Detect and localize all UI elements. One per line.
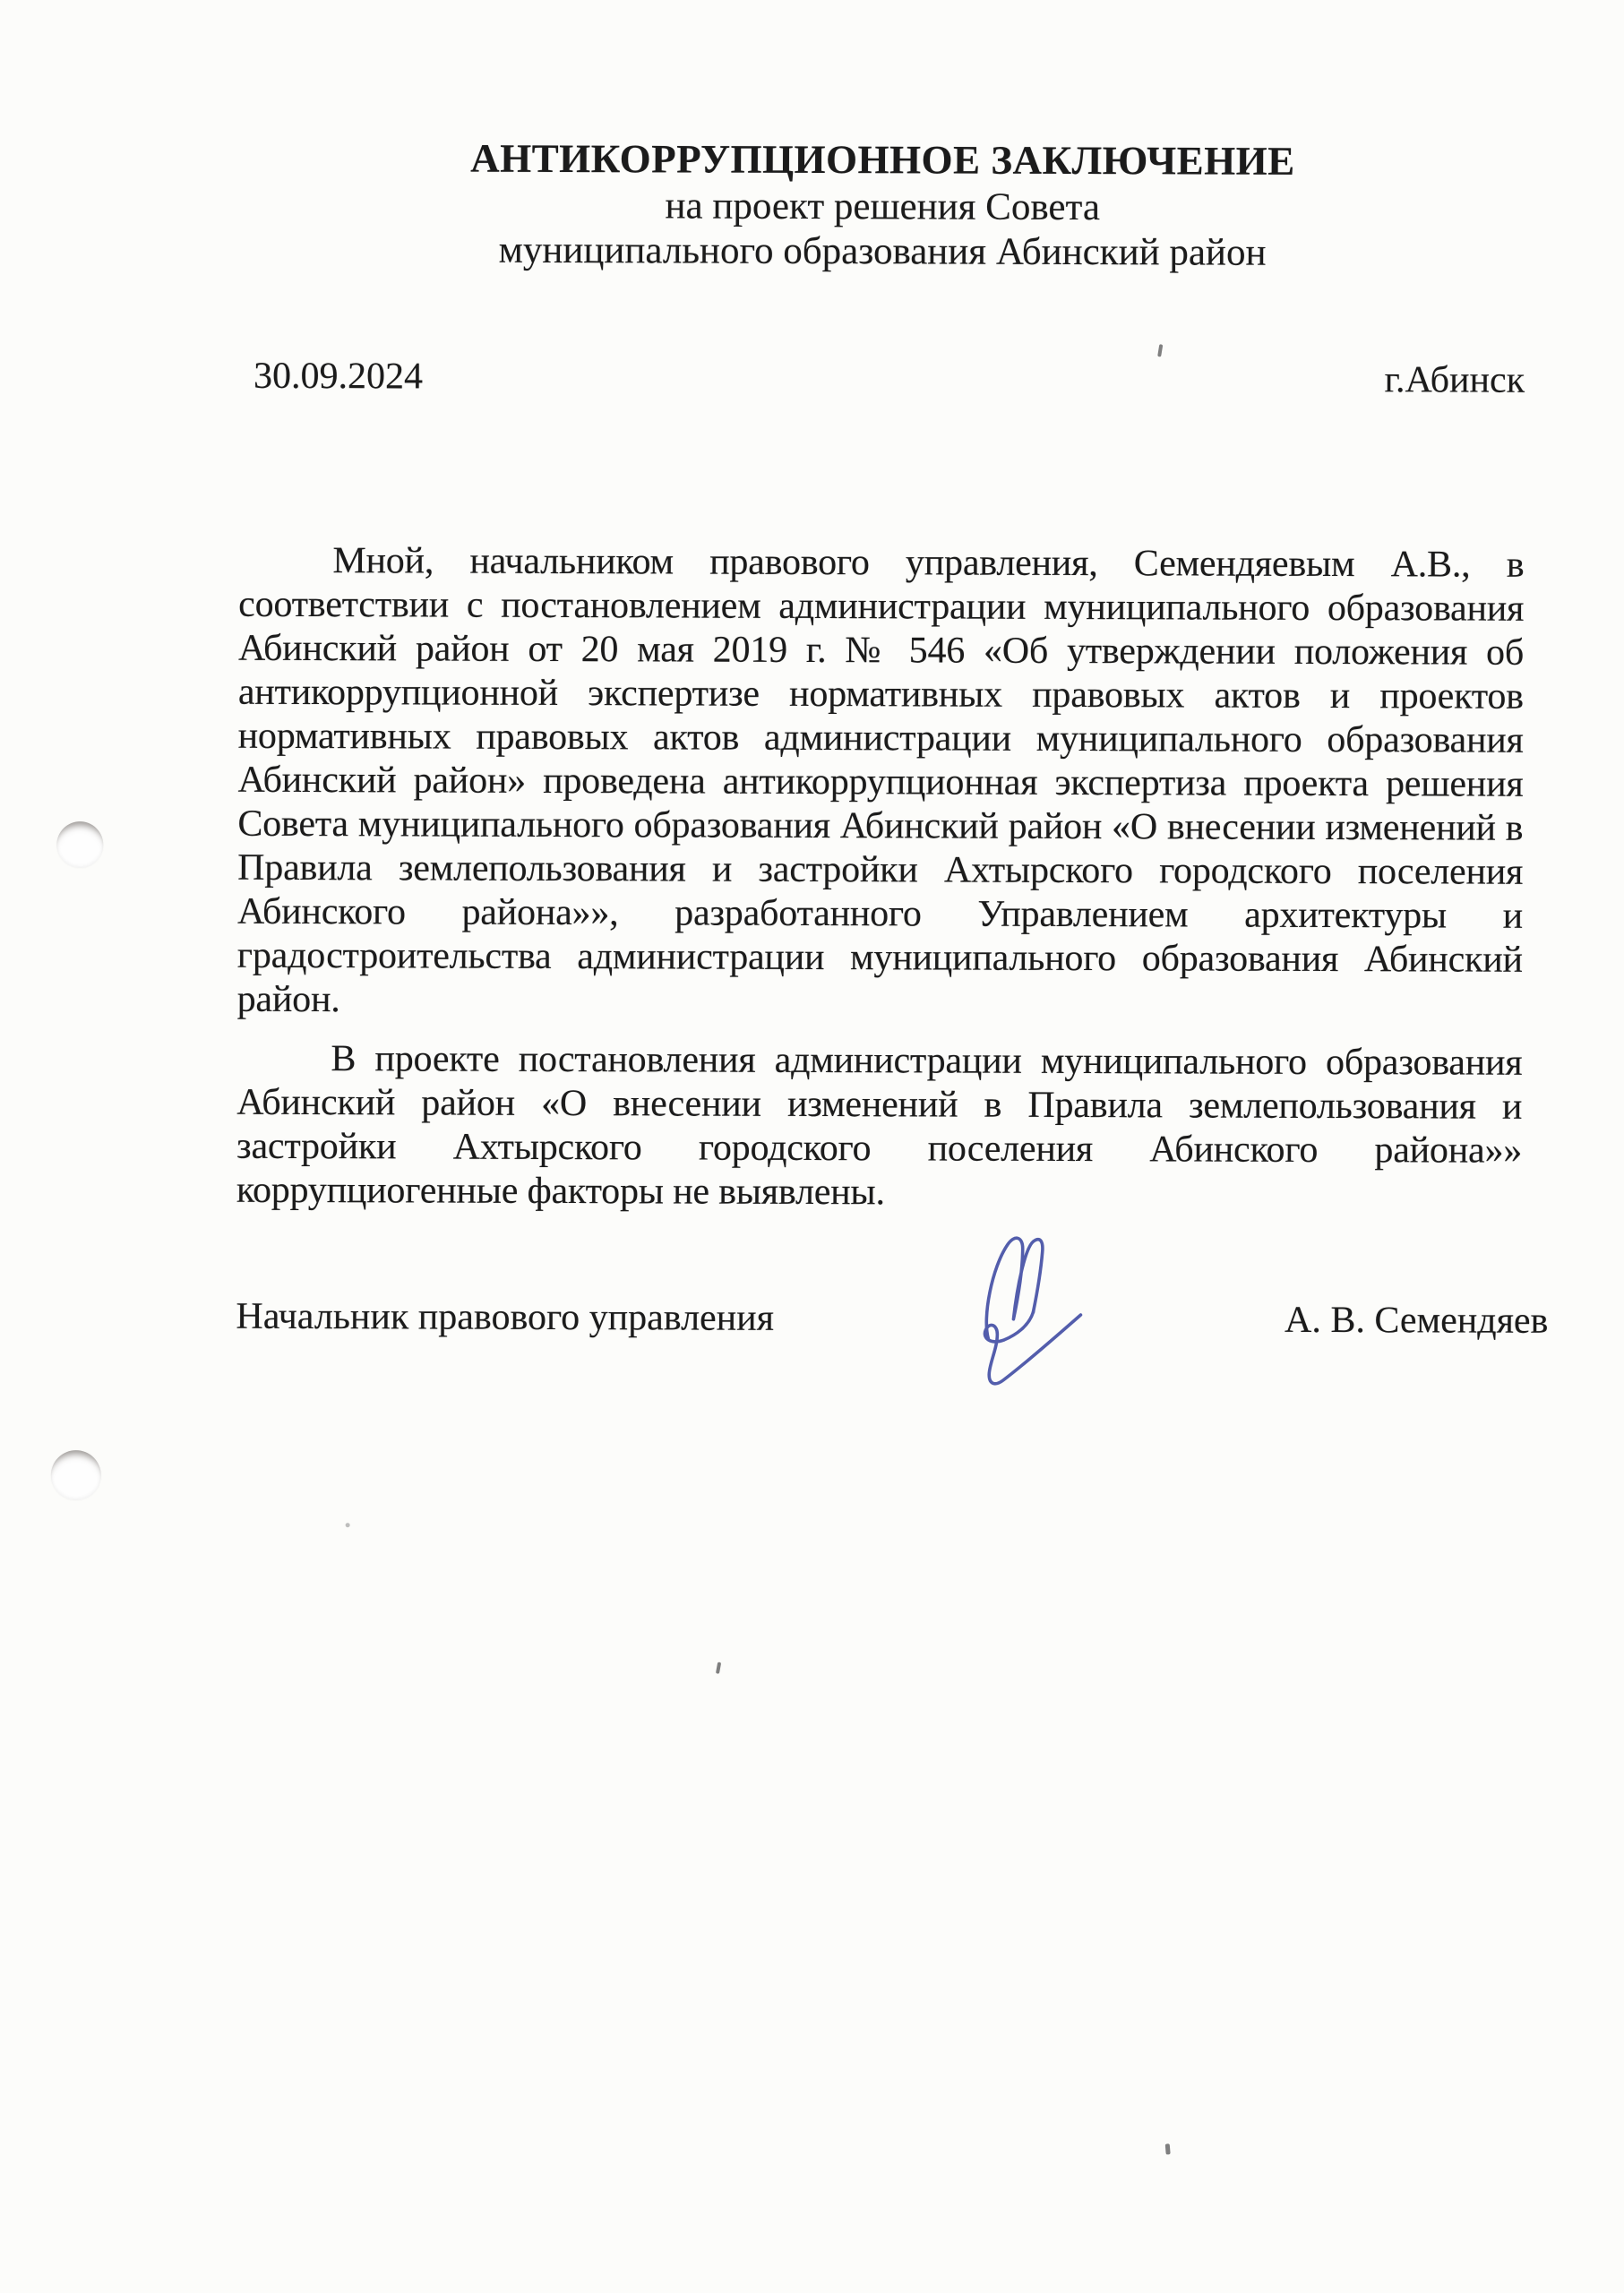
paragraph-line: Абинского района»», разработанного Управлением архитектуры и xyxy=(236,890,1524,937)
paragraph-line: Правила землепользования и застройки Ахтырского городского поселения xyxy=(237,846,1524,893)
paragraph-line: застройки Ахтырского городского поселения Абинского района»» xyxy=(236,1125,1523,1172)
document-subtitle-line1: на проект решения Совета xyxy=(665,185,1101,229)
paragraph-line: Абинский район» проведена антикоррупционная экспертиза проекта решения xyxy=(237,759,1524,805)
scan-speck xyxy=(346,1523,350,1527)
paragraph-line: В проекте постановления администрации муниципального образования xyxy=(331,1038,1523,1084)
scan-speck xyxy=(1165,2143,1171,2154)
document-title: АНТИКОРРУПЦИОННОЕ ЗАКЛЮЧЕНИЕ xyxy=(470,135,1295,184)
paragraph-line: соответствии с постановлением администрации муниципального образования xyxy=(238,583,1525,630)
body-paragraph-2 xyxy=(236,1037,1523,1217)
paragraph-line: нормативных правовых актов администрации муниципального образования xyxy=(237,715,1524,761)
paragraph-line: район. xyxy=(236,978,340,1021)
paragraph-line: антикоррупционной экспертизе нормативных правовых актов и проектов xyxy=(237,671,1524,717)
paragraph-line: Мной, начальником правового управления, Семендяевым А.В., в xyxy=(332,540,1525,586)
paragraph-line: Абинский район «О внесении изменений в Правила землепользования и xyxy=(236,1081,1523,1128)
paragraph-line: коррупциогенные факторы не выявлены. xyxy=(236,1169,885,1214)
date-place-row xyxy=(239,355,1525,403)
punch-hole-bottom xyxy=(51,1450,101,1500)
document-subtitle-line2: муниципального образования Абинский район xyxy=(498,228,1267,274)
paragraph-line: градостроительства администрации муниципального образования Абинский xyxy=(236,934,1523,981)
document-title-block xyxy=(240,133,1526,277)
handwritten-signature-icon xyxy=(970,1230,1096,1400)
punch-hole-top xyxy=(56,821,103,868)
document-date: 30.09.2024 xyxy=(253,355,424,398)
body-paragraph-1 xyxy=(237,539,1525,1026)
signer-position: Начальник правового управления xyxy=(236,1295,775,1339)
signature-row xyxy=(236,1295,1549,1344)
document-place: г.Абинск xyxy=(1384,359,1525,401)
signer-name: А. В. Семендяев xyxy=(1284,1299,1549,1342)
paragraph-line: Абинский район от 20 мая 2019 г. № 546 «Об утверждении положения об xyxy=(237,627,1525,674)
document-content xyxy=(233,0,1549,2293)
paragraph-line: Совета муниципального образования Абинский район «О внесении изменений в xyxy=(237,803,1524,849)
